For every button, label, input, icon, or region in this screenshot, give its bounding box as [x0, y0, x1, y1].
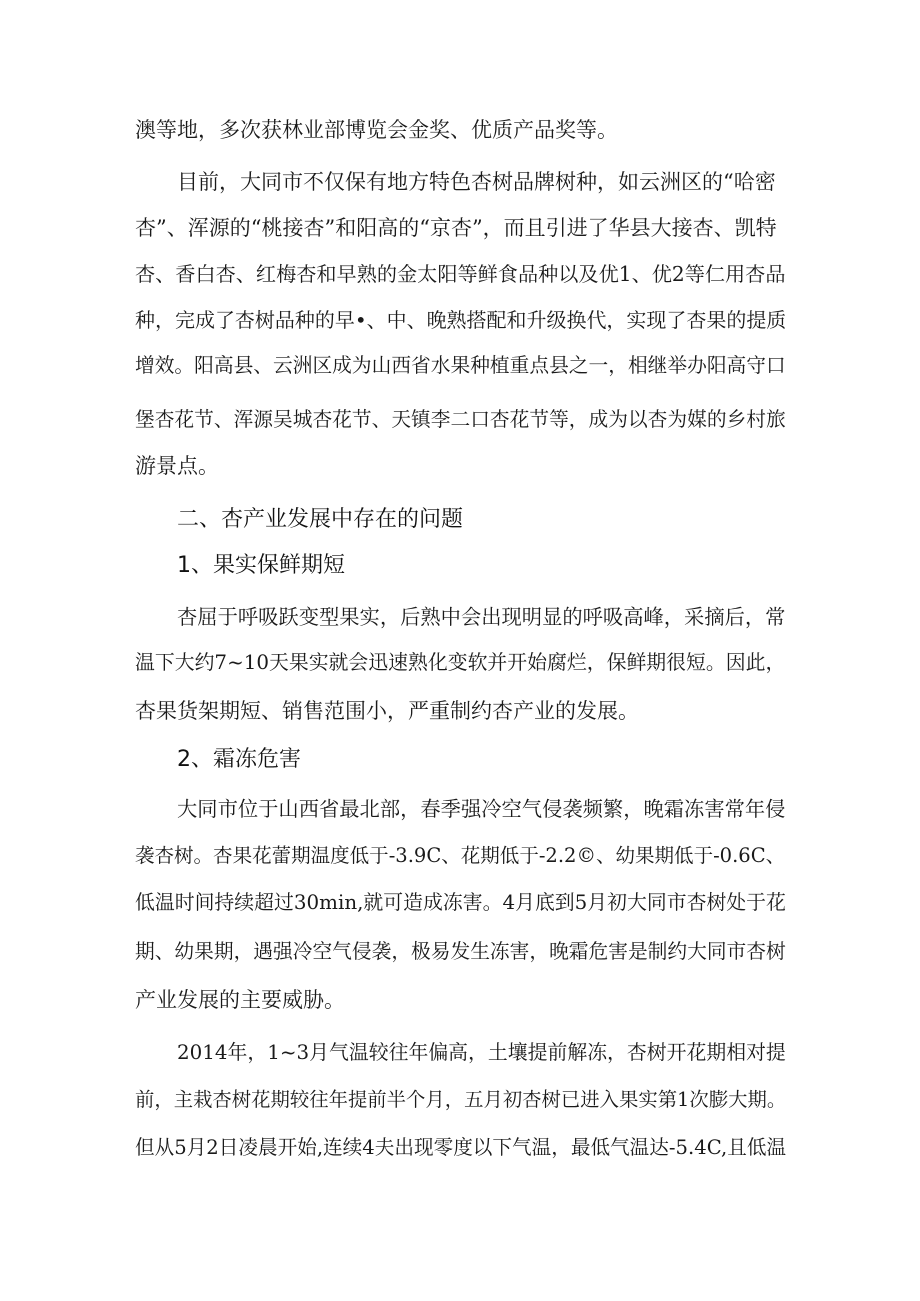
paragraph-4-line: 期、幼果期，遇强冷空气侵袭，极易发生冻害，晚霜危害是制约大同市杏树	[135, 940, 786, 963]
paragraph-4-line: 大同市位于山西省最北部，春季强冷空气侵袭频繁，晚霜冻害常年侵	[177, 797, 786, 821]
paragraph-5-line: 2014年，1~3月气温较往年偏高，土壤提前解冻，杏树开花期相对提	[177, 1041, 786, 1064]
paragraph-2-line: 种，完成了杏树品种的早•、中、晚熟搭配和升级换代，实现了杏果的提质	[135, 308, 787, 332]
paragraph-4-line: 袭杏树。杏果花蕾期温度低于-3.9C、花期低于-2.2©、幼果期低于-0.6C、	[135, 844, 786, 867]
paragraph-3-line: 杏果货架期短、销售范围小，严重制约杏产业的发展。	[135, 699, 639, 723]
paragraph-2-line: 增效。阳高县、云洲区成为山西省水果种植重点县之一，相继举办阳高守口	[135, 354, 786, 377]
paragraph-2-line: 目前，大同市不仅保有地方特色杏树品牌树种，如云洲区的“哈密	[177, 170, 776, 194]
paragraph-3-line: 温下大约7~10天果实就会迅速熟化变软并开始腐烂，保鲜期很短。因此，	[135, 651, 786, 674]
paragraph-5-line: 前，主栽杏树花期较往年提前半个月，五月初杏树已进入果实第1次膨大期。	[135, 1088, 787, 1111]
subheading-shelf-life: 1、果实保鲜期短	[177, 553, 345, 578]
section-heading: 二、杏产业发展中存在的问题	[177, 507, 464, 532]
subheading-frost-damage: 2、霜冻危害	[177, 747, 301, 772]
paragraph-2-line: 堡杏花节、浑源吴城杏花节、天镇李二口杏花节等，成为以杏为媒的乡村旅	[135, 408, 786, 431]
paragraph-2-line: 杏”、浑源的“桃接杏”和阳高的“京杏”，而且引进了华县大接杏、凯特	[135, 216, 777, 240]
paragraph-5-line: 但从5月2日凌晨开始,连续4夫出现零度以下气温，最低气温达-5.4C,且低温	[135, 1136, 787, 1159]
paragraph-1-line: 澳等地，多次获林业部博览会金奖、优质产品奖等。	[135, 118, 618, 142]
paragraph-4-line: 低温时间持续超过30min,就可造成冻害。4月底到5月初大同市杏树处于花	[135, 891, 786, 914]
paragraph-4-line: 产业发展的主要威胁。	[135, 988, 345, 1012]
paragraph-3-line: 杏屈于呼吸跃变型果实，后熟中会出现明显的呼吸高峰，采摘后，常	[177, 605, 786, 629]
paragraph-2-line: 杏、香白杏、红梅杏和早熟的金太阳等鲜食品种以及优1、优2等仁用杏品	[135, 262, 786, 286]
paragraph-2-line: 游景点。	[135, 454, 219, 478]
